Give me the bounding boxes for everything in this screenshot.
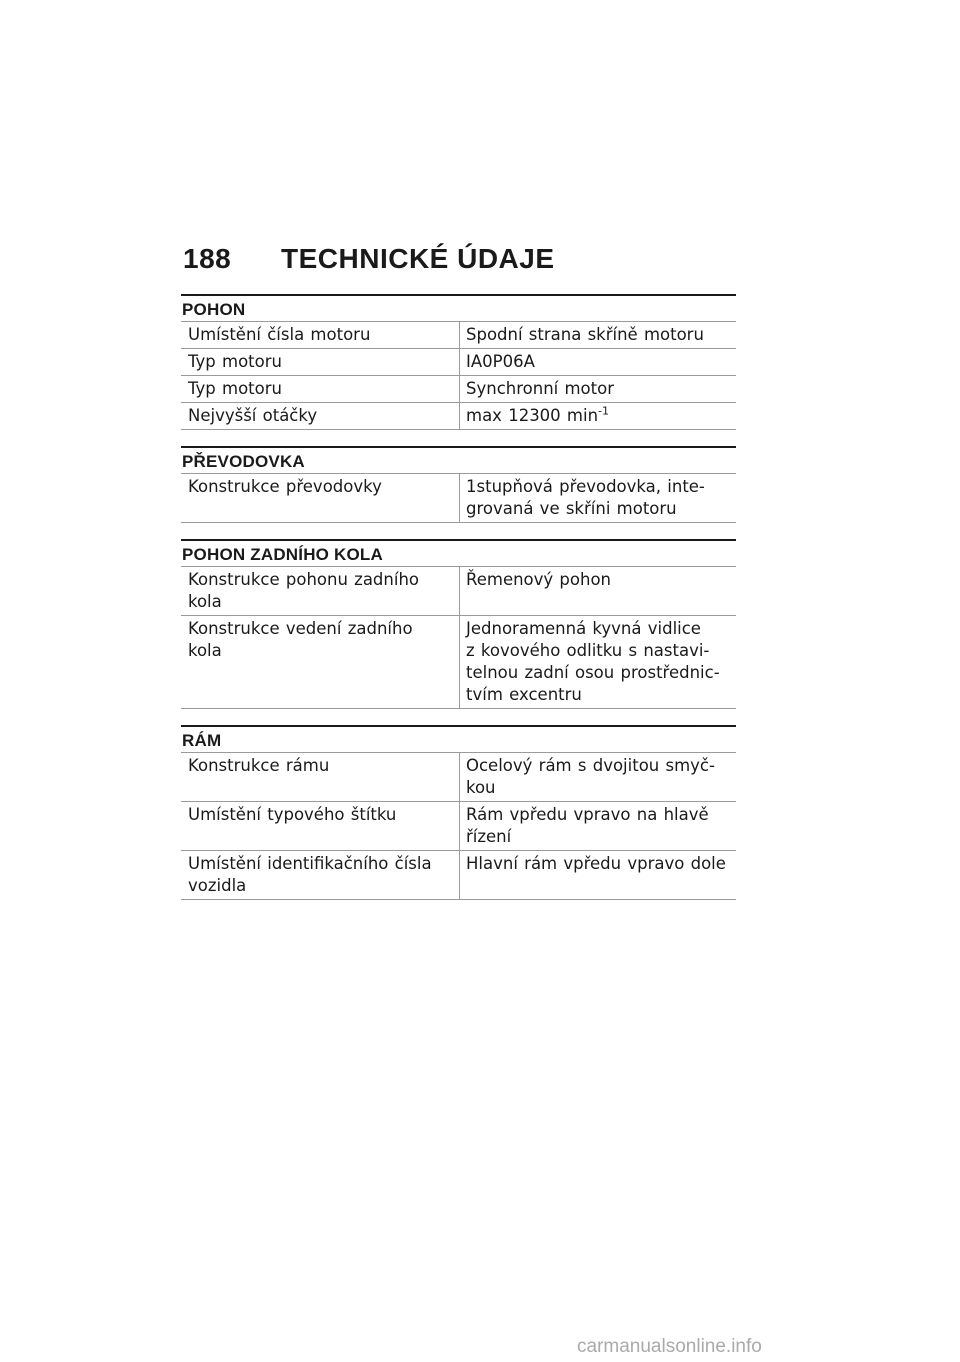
table-row	[181, 474, 736, 523]
spec-key: Umístění typového štítku	[181, 802, 460, 851]
spec-key: Typ motoru	[181, 376, 460, 403]
spec-table	[181, 474, 736, 523]
table-row	[181, 802, 736, 851]
table-row	[181, 851, 736, 900]
section-title: POHON	[181, 294, 736, 322]
table-row	[181, 376, 736, 403]
section-prevodovka	[181, 446, 736, 523]
watermark: carmanualsonline.info	[577, 1336, 762, 1357]
section-ram	[181, 725, 736, 900]
spec-key: Umístění identifikačního čísla vozidla	[181, 851, 460, 900]
section-pohon	[181, 294, 736, 430]
page-title: TECHNICKÉ ÚDAJE	[281, 243, 555, 274]
spec-table	[181, 753, 736, 900]
spec-key: Konstrukce rámu	[181, 753, 460, 802]
section-title: PŘEVODOVKA	[181, 446, 736, 474]
spec-content	[181, 294, 736, 916]
spec-value: Řemenový pohon	[460, 567, 737, 616]
spec-value: Rám vpředu vpravo na hlavě řízení	[460, 802, 737, 851]
spec-key: Konstrukce pohonu zadního kola	[181, 567, 460, 616]
table-row	[181, 616, 736, 709]
spec-table	[181, 322, 736, 430]
spec-key: Nejvyšší otáčky	[181, 403, 460, 430]
spec-value: Jednoramenná kyvná vidlice z kovového odlitku s nastavi- telnou zadní osou prostřednic- tvím excentru	[460, 616, 737, 709]
spec-value: Synchronní motor	[460, 376, 737, 403]
spec-key: Typ motoru	[181, 349, 460, 376]
spec-table	[181, 567, 736, 709]
spec-value: Hlavní rám vpředu vpravo dole	[460, 851, 737, 900]
page-number: 188	[183, 243, 232, 274]
spec-key: Konstrukce převodovky	[181, 474, 460, 523]
spec-value: Ocelový rám s dvojitou smyč- kou	[460, 753, 737, 802]
spec-value-exponent: -1	[598, 404, 610, 418]
spec-value: Spodní strana skříně motoru	[460, 322, 737, 349]
spec-key: Umístění čísla motoru	[181, 322, 460, 349]
spec-key: Konstrukce vedení zadního kola	[181, 616, 460, 709]
spec-value: 1stupňová převodovka, inte- grovaná ve skříni motoru	[460, 474, 737, 523]
spec-value-text: max 12300 min	[466, 406, 599, 425]
table-row	[181, 349, 736, 376]
table-row	[181, 567, 736, 616]
spec-value: IA0P06A	[460, 349, 737, 376]
section-title: POHON ZADNÍHO KOLA	[181, 539, 736, 567]
table-row	[181, 322, 736, 349]
section-title: RÁM	[181, 725, 736, 753]
table-row	[181, 753, 736, 802]
page-header	[183, 243, 555, 275]
spec-value	[460, 403, 737, 430]
section-pohon-zadniho-kola	[181, 539, 736, 709]
table-row	[181, 403, 736, 430]
